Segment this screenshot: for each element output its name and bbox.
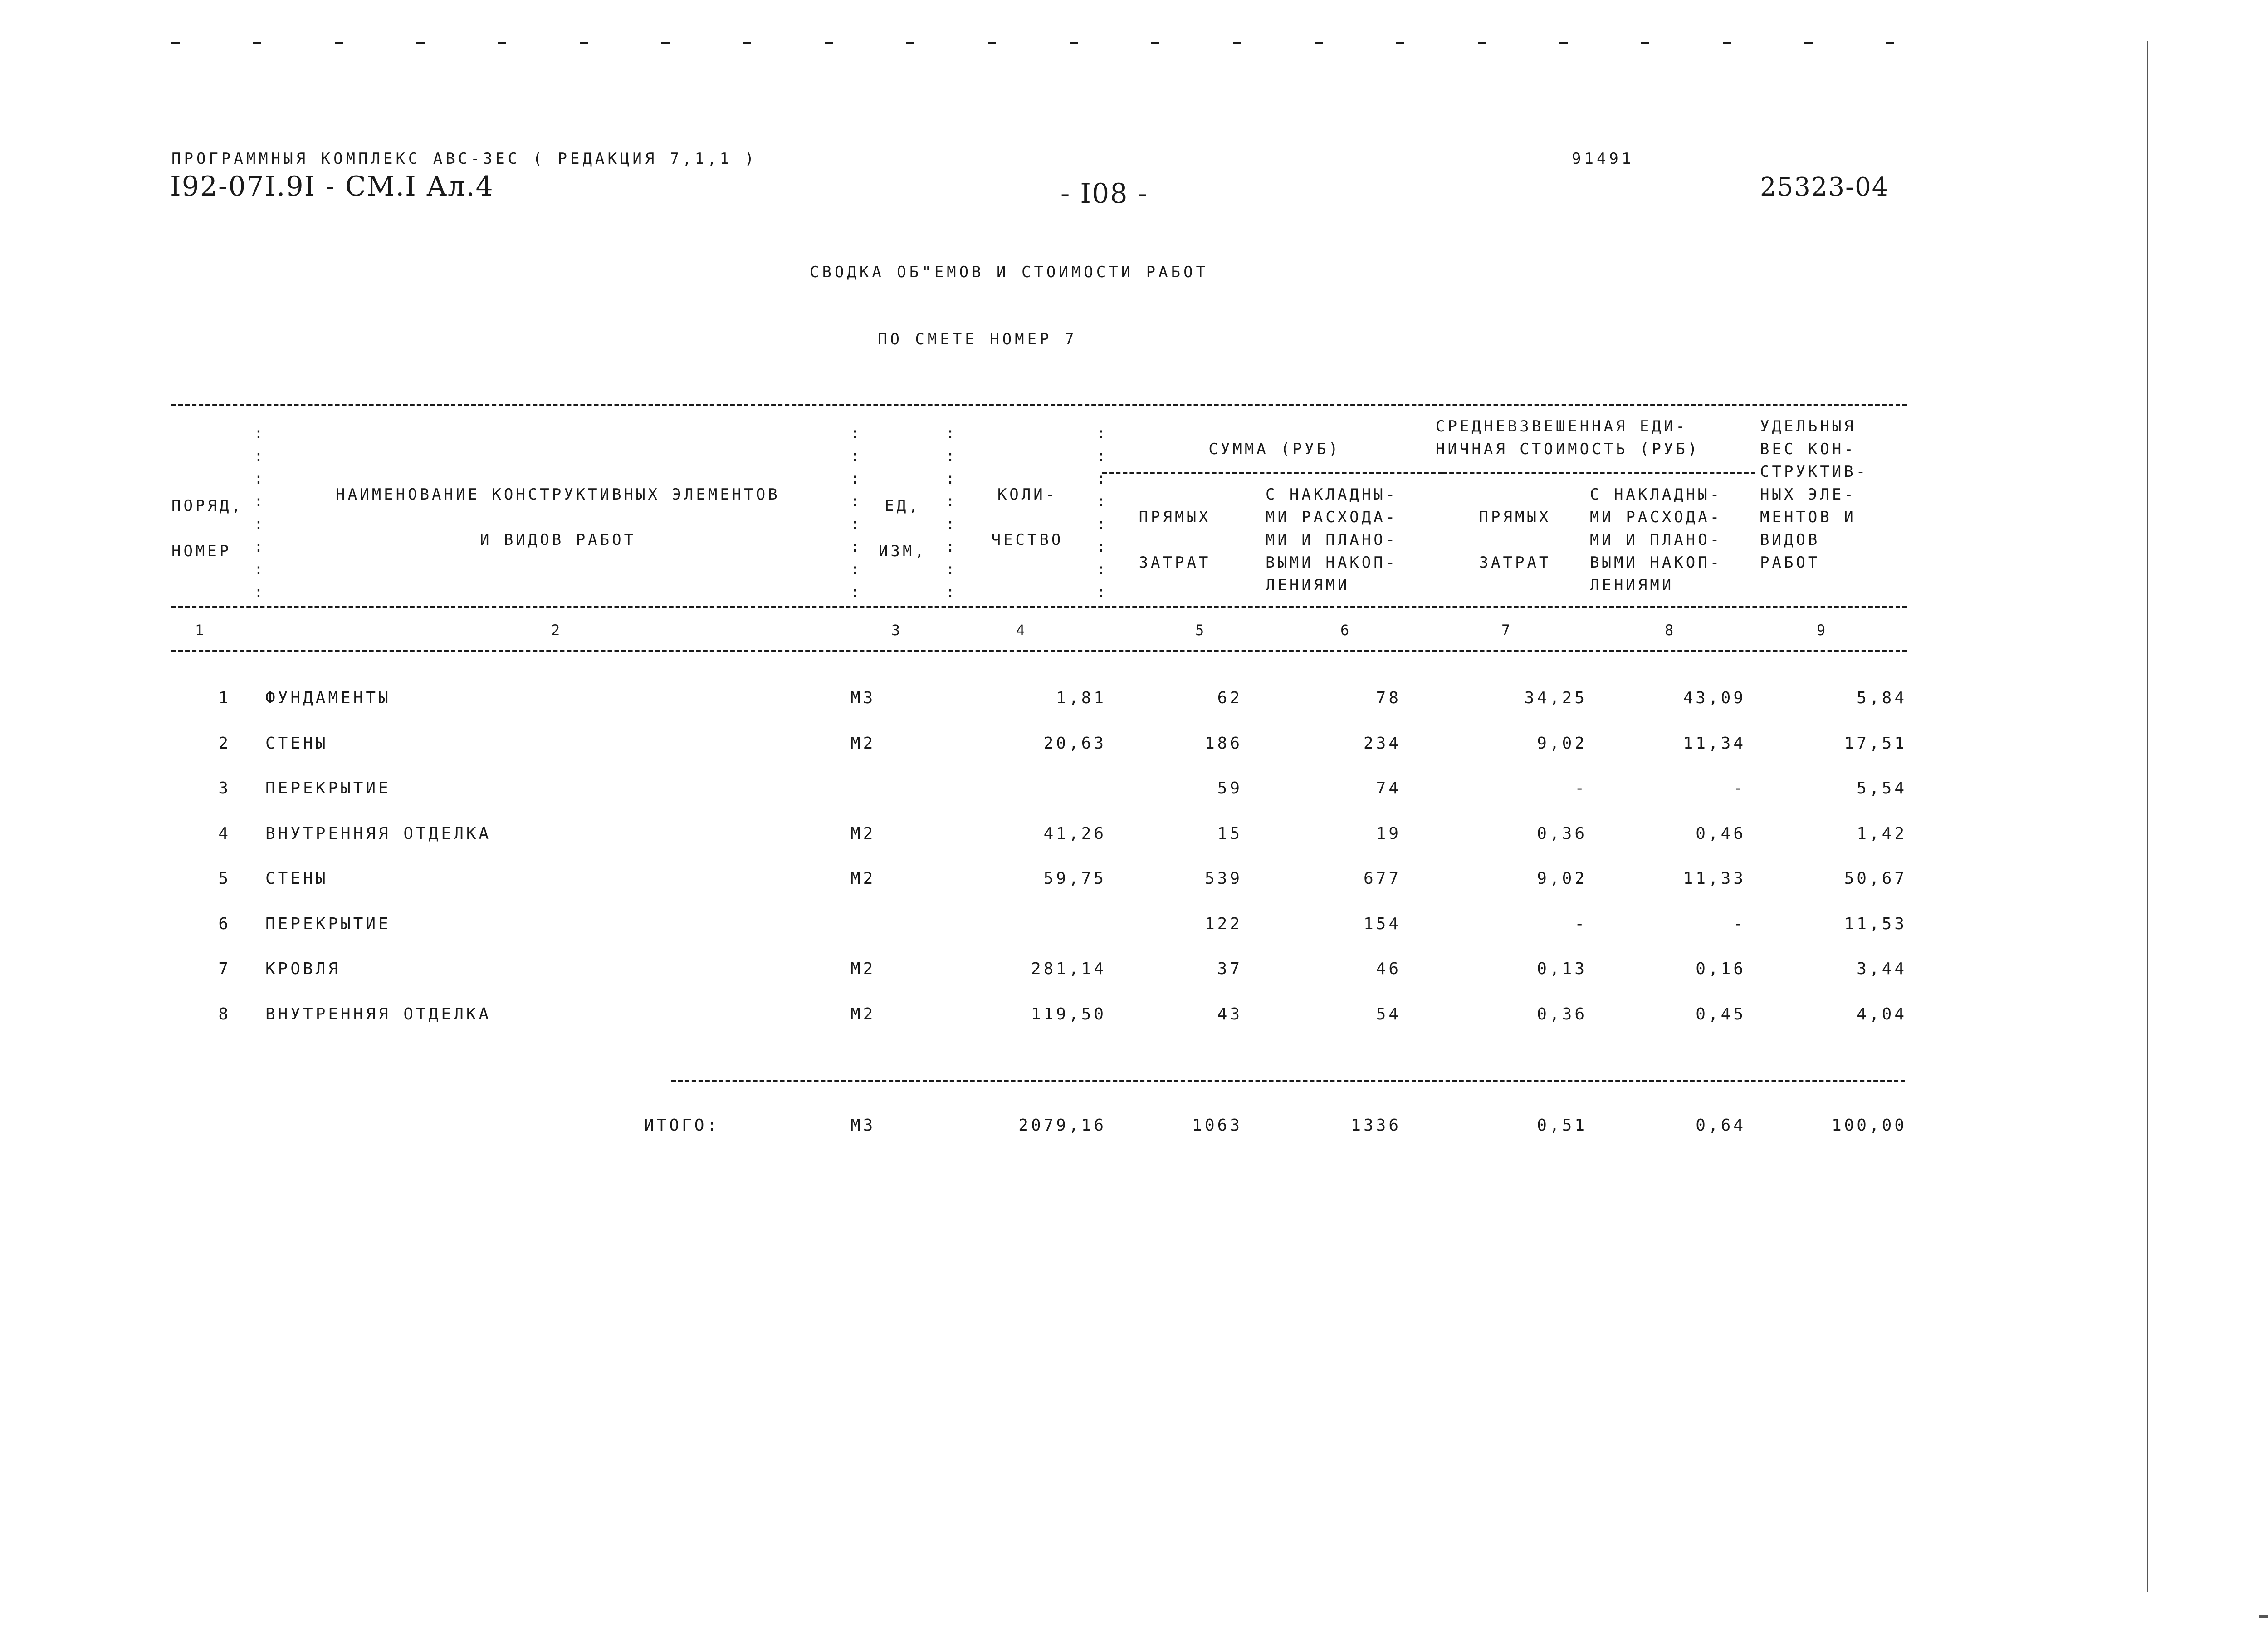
- share: 50,67: [1844, 869, 1907, 888]
- avg-direct: 0,36: [1537, 824, 1587, 843]
- element-name: СТЕНЫ: [265, 869, 328, 888]
- direct-costs: 186: [1204, 734, 1242, 753]
- group-sum-rule: [1102, 472, 1442, 474]
- share: 11,53: [1844, 914, 1907, 933]
- avg-direct: -: [1574, 914, 1587, 933]
- quantity: 41,26: [1043, 824, 1106, 843]
- element-name: СТЕНЫ: [265, 734, 328, 753]
- avg-direct: 9,02: [1537, 869, 1587, 888]
- avg-direct: 0,36: [1537, 1004, 1587, 1024]
- total-avg-overhead: 0,64: [1696, 1116, 1746, 1135]
- direct-costs: 43: [1217, 1004, 1242, 1024]
- overhead-costs: 234: [1363, 734, 1401, 753]
- quantity: 1,81: [1056, 689, 1106, 707]
- overhead-costs: 54: [1376, 1004, 1401, 1024]
- col-separator: : : : : : : : :: [850, 424, 860, 601]
- avg-overhead: -: [1733, 914, 1746, 933]
- element-name: КРОВЛЯ: [265, 960, 341, 978]
- unit: М3: [850, 689, 876, 707]
- avg-overhead: 0,45: [1696, 1004, 1746, 1024]
- avg-overhead: -: [1733, 779, 1746, 798]
- element-name: ПЕРЕКРЫТИЕ: [265, 779, 391, 798]
- avg-overhead: 0,16: [1696, 960, 1746, 978]
- table-top-rule: [171, 404, 1907, 406]
- header-group-avg: СРЕДНЕВЗВЕШЕННАЯ ЕДИ- НИЧНАЯ СТОИМОСТЬ (РУБ): [1436, 417, 1700, 458]
- table-row: [0, 689, 2268, 711]
- share: 5,84: [1857, 689, 1907, 707]
- table-row: [0, 960, 2268, 982]
- share: 4,04: [1857, 1004, 1907, 1024]
- avg-direct: 34,25: [1524, 689, 1587, 707]
- column-number: 5: [1195, 622, 1207, 639]
- page-title: СВОДКА ОБ"ЕМОВ И СТОИМОСТИ РАБОТ: [810, 263, 1209, 281]
- column-number: 6: [1340, 622, 1352, 639]
- header-avg-overhead: С НАКЛАДНЫ- МИ РАСХОДА- МИ И ПЛАНО- ВЫМИ НАКОП- ЛЕНИЯМИ: [1590, 485, 1722, 594]
- quantity: 281,14: [1031, 960, 1106, 978]
- header-direct-costs: ПРЯМЫХ ЗАТРАТ: [1139, 508, 1211, 572]
- element-name: ВНУТРЕННЯЯ ОТДЕЛКА: [265, 1004, 492, 1024]
- header-avg-direct: ПРЯМЫХ ЗАТРАТ: [1479, 508, 1551, 572]
- table-row: [0, 824, 2268, 847]
- element-name: ПЕРЕКРЫТИЕ: [265, 914, 391, 933]
- overhead-costs: 74: [1376, 779, 1401, 798]
- row-number: 7: [218, 960, 231, 978]
- header-group-sum: СУММА (РУБ): [1208, 440, 1341, 458]
- element-name: ВНУТРЕННЯЯ ОТДЕЛКА: [265, 824, 492, 843]
- avg-overhead: 11,33: [1683, 869, 1746, 888]
- header-element-name: НАИМЕНОВАНИЕ КОНСТРУКТИВНЫХ ЭЛЕМЕНТОВ И ВИДОВ РАБОТ: [336, 485, 780, 549]
- row-number: 2: [218, 734, 231, 753]
- column-number: 7: [1501, 622, 1513, 639]
- total-quantity: 2079,16: [1018, 1116, 1106, 1135]
- unit: М2: [850, 869, 876, 888]
- unit: М2: [850, 824, 876, 843]
- quantity: 59,75: [1043, 869, 1106, 888]
- column-number: 8: [1665, 622, 1677, 639]
- overhead-costs: 154: [1363, 914, 1401, 933]
- column-number-row: [0, 622, 2268, 644]
- direct-costs: 539: [1204, 869, 1242, 888]
- column-number-rule: [171, 650, 1907, 652]
- total-avg-direct: 0,51: [1537, 1116, 1587, 1135]
- row-number: 5: [218, 869, 231, 888]
- element-name: ФУНДАМЕНТЫ: [265, 689, 391, 707]
- unit: М2: [850, 734, 876, 753]
- quantity: 119,50: [1031, 1004, 1106, 1024]
- column-number: 4: [1016, 622, 1028, 639]
- document-code-right: 25323-04: [1760, 172, 1889, 202]
- unit: М2: [850, 960, 876, 978]
- header-row-number: ПОРЯД, НОМЕР: [171, 497, 244, 560]
- table-row: [0, 779, 2268, 802]
- page-subtitle: ПО СМЕТЕ НОМЕР 7: [878, 330, 1077, 348]
- table-row: [0, 1005, 2268, 1028]
- group-avg-rule: [1442, 472, 1755, 474]
- total-rule: [671, 1080, 1905, 1082]
- share: 5,54: [1857, 779, 1907, 798]
- table-row: [0, 915, 2268, 937]
- share: 1,42: [1857, 824, 1907, 843]
- col-separator: : : : : : : : :: [1096, 424, 1106, 601]
- total-unit: М3: [850, 1116, 876, 1135]
- scan-edge-line: [2147, 41, 2148, 1592]
- column-number: 9: [1817, 622, 1828, 639]
- header-overhead-costs: С НАКЛАДНЫ- МИ РАСХОДА- МИ И ПЛАНО- ВЫМИ НАКОП- ЛЕНИЯМИ: [1266, 485, 1398, 594]
- table-row: [0, 869, 2268, 892]
- document-code-left: I92-07I.9I - СМ.I Ал.4: [170, 171, 494, 202]
- avg-overhead: 43,09: [1683, 689, 1746, 707]
- avg-direct: 0,13: [1537, 960, 1587, 978]
- overhead-costs: 677: [1363, 869, 1401, 888]
- page-number: - I08 -: [1061, 178, 1148, 210]
- direct-costs: 15: [1217, 824, 1242, 843]
- direct-costs: 62: [1217, 689, 1242, 707]
- table-row: [0, 734, 2268, 757]
- total-share: 100,00: [1831, 1116, 1907, 1135]
- header-share: УДЕЛЬНЫЯ ВЕС КОН- СТРУКТИВ- НЫХ ЭЛЕ- МЕНТОВ И ВИДОВ РАБОТ: [1760, 417, 1868, 572]
- direct-costs: 59: [1217, 779, 1242, 798]
- col-separator: : : : : : : : :: [945, 424, 955, 601]
- total-overhead: 1336: [1351, 1116, 1401, 1135]
- row-number: 3: [218, 779, 231, 798]
- avg-overhead: 11,34: [1683, 734, 1746, 753]
- header-quantity: КОЛИ- ЧЕСТВО: [991, 485, 1064, 549]
- total-label: ИТОГО:: [644, 1116, 720, 1135]
- avg-overhead: 0,46: [1696, 824, 1746, 843]
- document-code-center: 91491: [1572, 150, 1634, 168]
- scan-edge-mark: [2259, 1615, 2268, 1618]
- col-separator: : : : : : : : :: [254, 424, 264, 601]
- header-bottom-rule: [171, 606, 1907, 608]
- row-number: 8: [218, 1004, 231, 1024]
- column-number: 2: [551, 622, 563, 639]
- direct-costs: 37: [1217, 960, 1242, 978]
- unit: М2: [850, 1004, 876, 1024]
- column-number: 3: [891, 622, 903, 639]
- header-unit: ЕД, ИЗМ,: [879, 497, 927, 560]
- column-number: 1: [195, 622, 207, 639]
- total-row: [0, 1116, 2268, 1139]
- quantity: 20,63: [1043, 734, 1106, 753]
- direct-costs: 122: [1204, 914, 1242, 933]
- avg-direct: -: [1574, 779, 1587, 798]
- overhead-costs: 78: [1376, 689, 1401, 707]
- row-number: 4: [218, 824, 231, 843]
- program-header: ПРОГРАММНЫЯ КОМПЛЕКС АВС-3ЕС ( РЕДАКЦИЯ 7,1,1 ): [171, 150, 758, 168]
- row-number: 6: [218, 914, 231, 933]
- share: 3,44: [1857, 960, 1907, 978]
- avg-direct: 9,02: [1537, 734, 1587, 753]
- share: 17,51: [1844, 734, 1907, 753]
- row-number: 1: [218, 689, 231, 707]
- total-direct: 1063: [1192, 1116, 1242, 1135]
- overhead-costs: 46: [1376, 960, 1401, 978]
- overhead-costs: 19: [1376, 824, 1401, 843]
